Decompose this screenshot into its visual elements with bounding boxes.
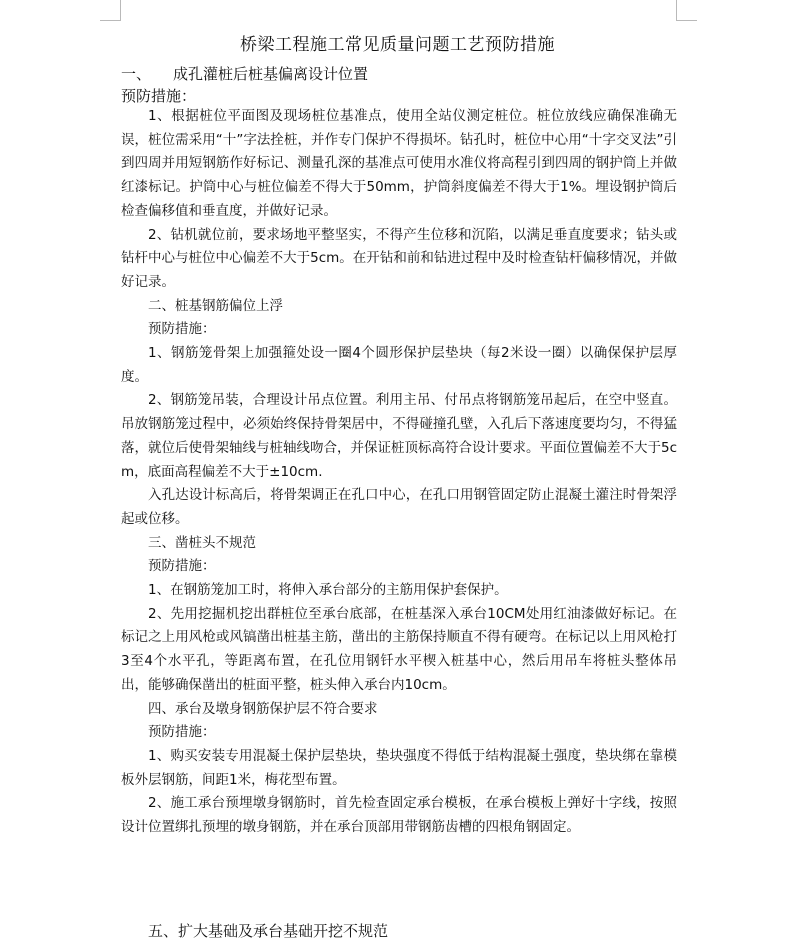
section-1-number: 一、 (121, 65, 152, 83)
section-1-heading-text: 成孔灌桩后桩基偏离设计位置 (173, 65, 369, 83)
section-2-label: 预防措施： (148, 321, 216, 338)
paragraph: 1、根据桩位平面图及现场桩位基准点，使用全站仪测定桩位。桩位放线应确保准确无误，桩位需采用“十”字法拴桩，并作专门保护不得损坏。钻孔时，桩位中心用“十字交叉法”引到四周并用短钢筋作好标记、测量孔深的基准点可使用水准仪将高程引到四周的钢护筒上并做红漆标记。护筒中心与桩位偏差不得大于50mm，护筒斜度偏差不得大于1%。埋设钢护筒后检查偏移值和垂直度，并做好记录。 (121, 108, 677, 219)
paragraph: 1、在钢筋笼加工时，将伸入承台部分的主筋用保护套保护。 (148, 582, 508, 599)
document-body (121, 105, 677, 840)
section-4-heading: 四、承台及墩身钢筋保护层不符合要求 (148, 700, 378, 717)
section-1-heading (121, 63, 368, 84)
section-2-heading: 二、桩基钢筋偏位上浮 (148, 297, 283, 314)
paragraph: 1、钢筋笼骨架上加强箍处设一圈4个圆形保护层垫块（每2米设一圈）以确保保护层厚度。 (121, 345, 677, 385)
paragraph: 2、钢筋笼吊装，合理设计吊点位置。利用主吊、付吊点将钢筋笼吊起后，在空中竖直。吊放钢筋笼过程中，必须始终保持骨架居中，不得碰撞孔壁，入孔后下落速度要均匀，不得猛落，就位后使骨架轴线与桩轴线吻合，并保证桩顶标高符合设计要求。平面位置偏差不大于5cm，底面高程偏差不大于±10cm. (121, 392, 678, 480)
paragraph: 1、购买安装专用混凝土保护层垫块，垫块强度不得低于结构混凝土强度，垫块绑在靠模板外层钢筋，间距1米，梅花型布置。 (121, 747, 677, 788)
paragraph: 2、施工承台预埋墩身钢筋时，首先检查固定承台模板，在承台模板上弹好十字线，按照设计位置绑扎预埋的墩身钢筋，并在承台顶部用带钢筋齿槽的四根角钢固定。 (121, 795, 677, 836)
document-title: 桥梁工程施工常见质量问题工艺预防措施 (240, 35, 555, 55)
paragraph: 2、钻机就位前，要求场地平整坚实，不得产生位移和沉陷，以满足垂直度要求；钻头或钻杆中心与桩位中心偏差不大于5cm。在开钻和前和钻进过程中及时检查钻杆偏移情况，并做好记录。 (121, 226, 677, 290)
page-corner-mark (100, 0, 121, 21)
section-3-label: 预防措施： (148, 558, 216, 575)
section-5-heading: 五、扩大基础及承台基础开挖不规范 (148, 922, 389, 940)
section-4-label: 预防措施： (148, 724, 216, 741)
paragraph: 入孔达设计标高后，将骨架调正在孔口中心，在孔口用钢管固定防止混凝土灌注时骨架浮起或位移。 (121, 487, 677, 527)
section-3-heading: 三、凿桩头不规范 (148, 534, 256, 551)
section-1-label: 预防措施： (121, 87, 197, 105)
page-corner-mark (676, 0, 697, 21)
paragraph: 2、先用挖掘机挖出群桩位至承台底部，在桩基深入承台10CM处用红油漆做好标记。在标记之上用风枪或风镐凿出桩基主筋，凿出的主筋保持顺直不得有硬弯。在标记以上用风枪打3至4个水平孔，等距离布置，在孔位用钢钎水平楔入桩基中心，然后用吊车将桩头整体吊出，能够确保凿出的桩面平整，桩头伸入承台内10cm。 (121, 605, 677, 693)
